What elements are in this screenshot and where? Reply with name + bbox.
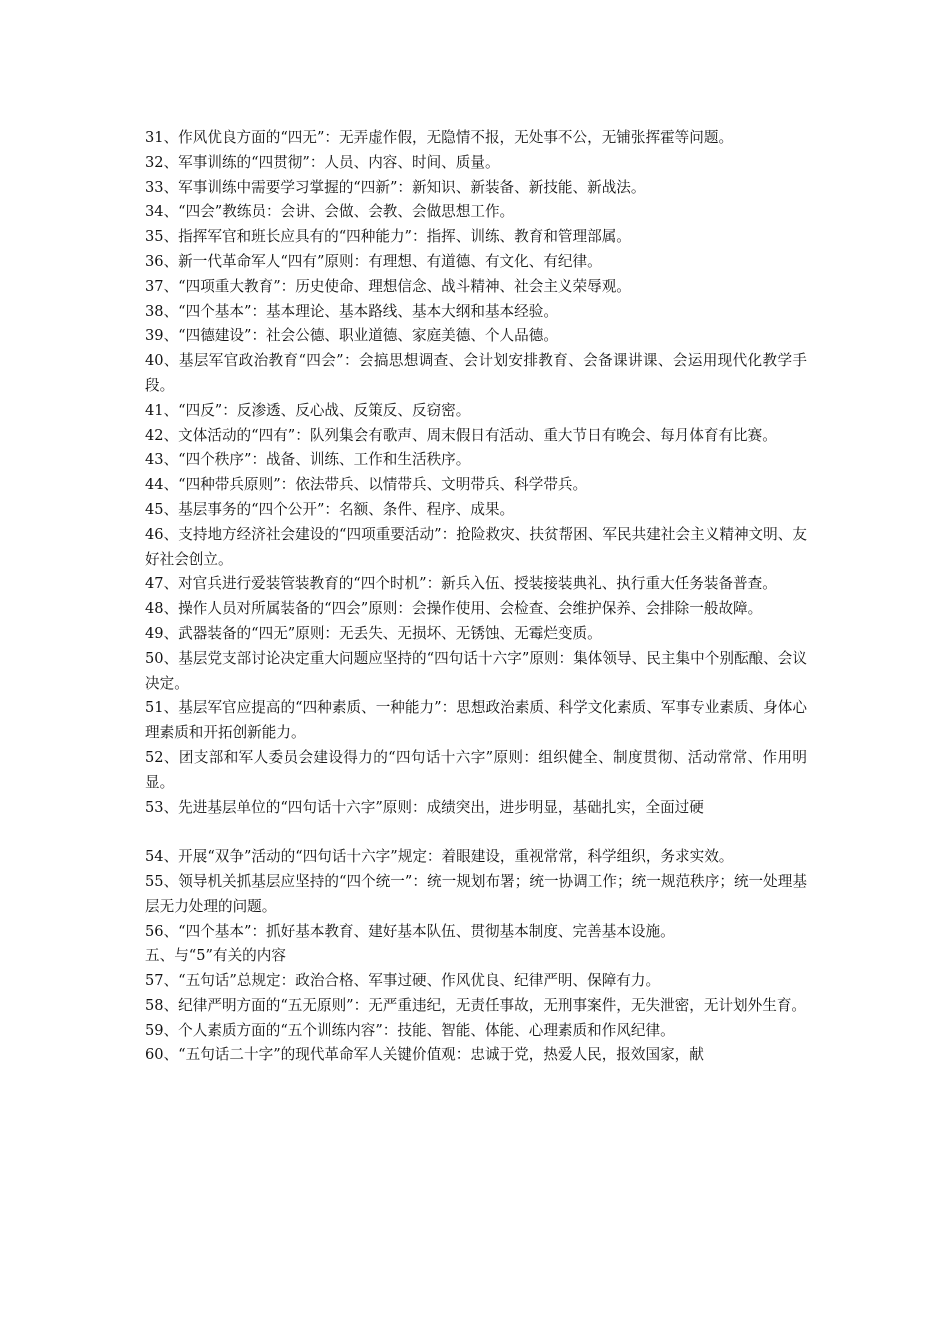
paragraph-51: 51、基层军官应提高的“四种素质、一种能力”：思想政治素质、科学文化素质、军事专业素质、身体心理素质和开拓创新能力。 bbox=[145, 699, 807, 742]
paragraph-38: 38、“四个基本”：基本理论、基本路线、基本大纲和基本经验。 bbox=[145, 302, 558, 320]
paragraph-39: 39、“四德建设”：社会公德、职业道德、家庭美德、个人品德。 bbox=[145, 327, 558, 345]
paragraph-53: 53、先进基层单位的“四句话十六字”原则：成绩突出，进步明显，基础扎实，全面过硬 bbox=[145, 798, 704, 816]
paragraph-57: 57、“五句话”总规定：政治合格、军事过硬、作风优良、纪律严明、保障有力。 bbox=[145, 972, 661, 990]
paragraph-49: 49、武器装备的“四无”原则：无丢失、无损坏、无锈蚀、无霉烂变质。 bbox=[145, 624, 602, 642]
paragraph-45: 45、基层事务的“四个公开”：名额、条件、程序、成果。 bbox=[145, 500, 515, 518]
paragraph-32: 32、军事训练的“四贯彻”：人员、内容、时间、质量。 bbox=[145, 153, 500, 171]
paragraph-35: 35、指挥军官和班长应具有的“四种能力”：指挥、训练、教育和管理部属。 bbox=[145, 228, 631, 246]
paragraph-46: 46、支持地方经济社会建设的“四项重要活动”：抢险救灾、扶贫帮困、军民共建社会主义精神文明、友好社会创立。 bbox=[145, 525, 807, 568]
paragraph-42: 42、文体活动的“四有”：队列集会有歌声、周末假日有活动、重大节日有晚会、每月体育有比赛。 bbox=[145, 426, 777, 444]
paragraph-56: 56、“四个基本”：抓好基本教育、建好基本队伍、贯彻基本制度、完善基本设施。 bbox=[145, 922, 675, 940]
paragraph-54: 54、开展“双争”活动的“四句话十六字”规定：着眼建设，重视常常，科学组织，务求实效。 bbox=[145, 848, 734, 866]
paragraph-37: 37、“四项重大教育”：历史使命、理想信念、战斗精神、社会主义荣辱观。 bbox=[145, 277, 631, 295]
paragraph-34: 34、“四会”教练员：会讲、会做、会教、会做思想工作。 bbox=[145, 203, 515, 221]
paragraph-58: 58、纪律严明方面的“五无原则”：无严重违纪，无责任事故，无刑事案件，无失泄密，无计划外生育。 bbox=[145, 996, 807, 1014]
paragraph-40: 40、基层军官政治教育“四会”：会搞思想调查、会计划安排教育、会备课讲课、会运用现代化教学手段。 bbox=[145, 352, 807, 394]
paragraph-48: 48、操作人员对所属装备的“四会”原则：会操作使用、会检查、会维护保养、会排除一般故障。 bbox=[145, 600, 763, 618]
paragraph-50: 50、基层党支部讨论决定重大问题应坚持的“四句话十六字”原则：集体领导、民主集中个别酝酿、会议决定。 bbox=[145, 649, 807, 692]
paragraph-59: 59、个人素质方面的“五个训练内容”：技能、智能、体能、心理素质和作风纪律。 bbox=[145, 1021, 675, 1039]
paragraph-60: 60、“五句话二十字”的现代革命军人关键价值观：忠诚于党，热爱人民，报效国家，献 bbox=[145, 1046, 704, 1064]
paragraph-44: 44、“四种带兵原则”：依法带兵、以情带兵、文明带兵、科学带兵。 bbox=[145, 476, 588, 494]
section-heading-5: 五、与“5”有关的内容 bbox=[145, 947, 286, 965]
paragraph-31: 31、作风优良方面的“四无”：无弄虚作假，无隐情不报，无处事不公，无铺张挥霍等问题。 bbox=[145, 129, 734, 146]
paragraph-33: 33、军事训练中需要学习掌握的“四新”：新知识、新装备、新技能、新战法。 bbox=[145, 178, 646, 196]
paragraph-41: 41、“四反”：反渗透、反心战、反策反、反窃密。 bbox=[145, 401, 471, 419]
paragraph-52: 52、团支部和军人委员会建设得力的“四句话十六字”原则：组织健全、制度贯彻、活动常常、作用明显。 bbox=[145, 748, 807, 791]
paragraph-43: 43、“四个秩序”：战备、训练、工作和生活秩序。 bbox=[145, 451, 471, 469]
paragraph-55: 55、领导机关抓基层应坚持的“四个统一”：统一规划布署；统一协调工作；统一规范秩序；统一处理基层无力处理的问题。 bbox=[145, 872, 807, 915]
blank-line bbox=[145, 820, 807, 845]
paragraph-47: 47、对官兵进行爱装管装教育的“四个时机”：新兵入伍、授装接装典礼、执行重大任务装备普查。 bbox=[145, 575, 777, 593]
paragraph-36: 36、新一代革命军人“四有”原则：有理想、有道德、有文化、有纪律。 bbox=[145, 252, 602, 270]
document-body bbox=[145, 126, 807, 1068]
